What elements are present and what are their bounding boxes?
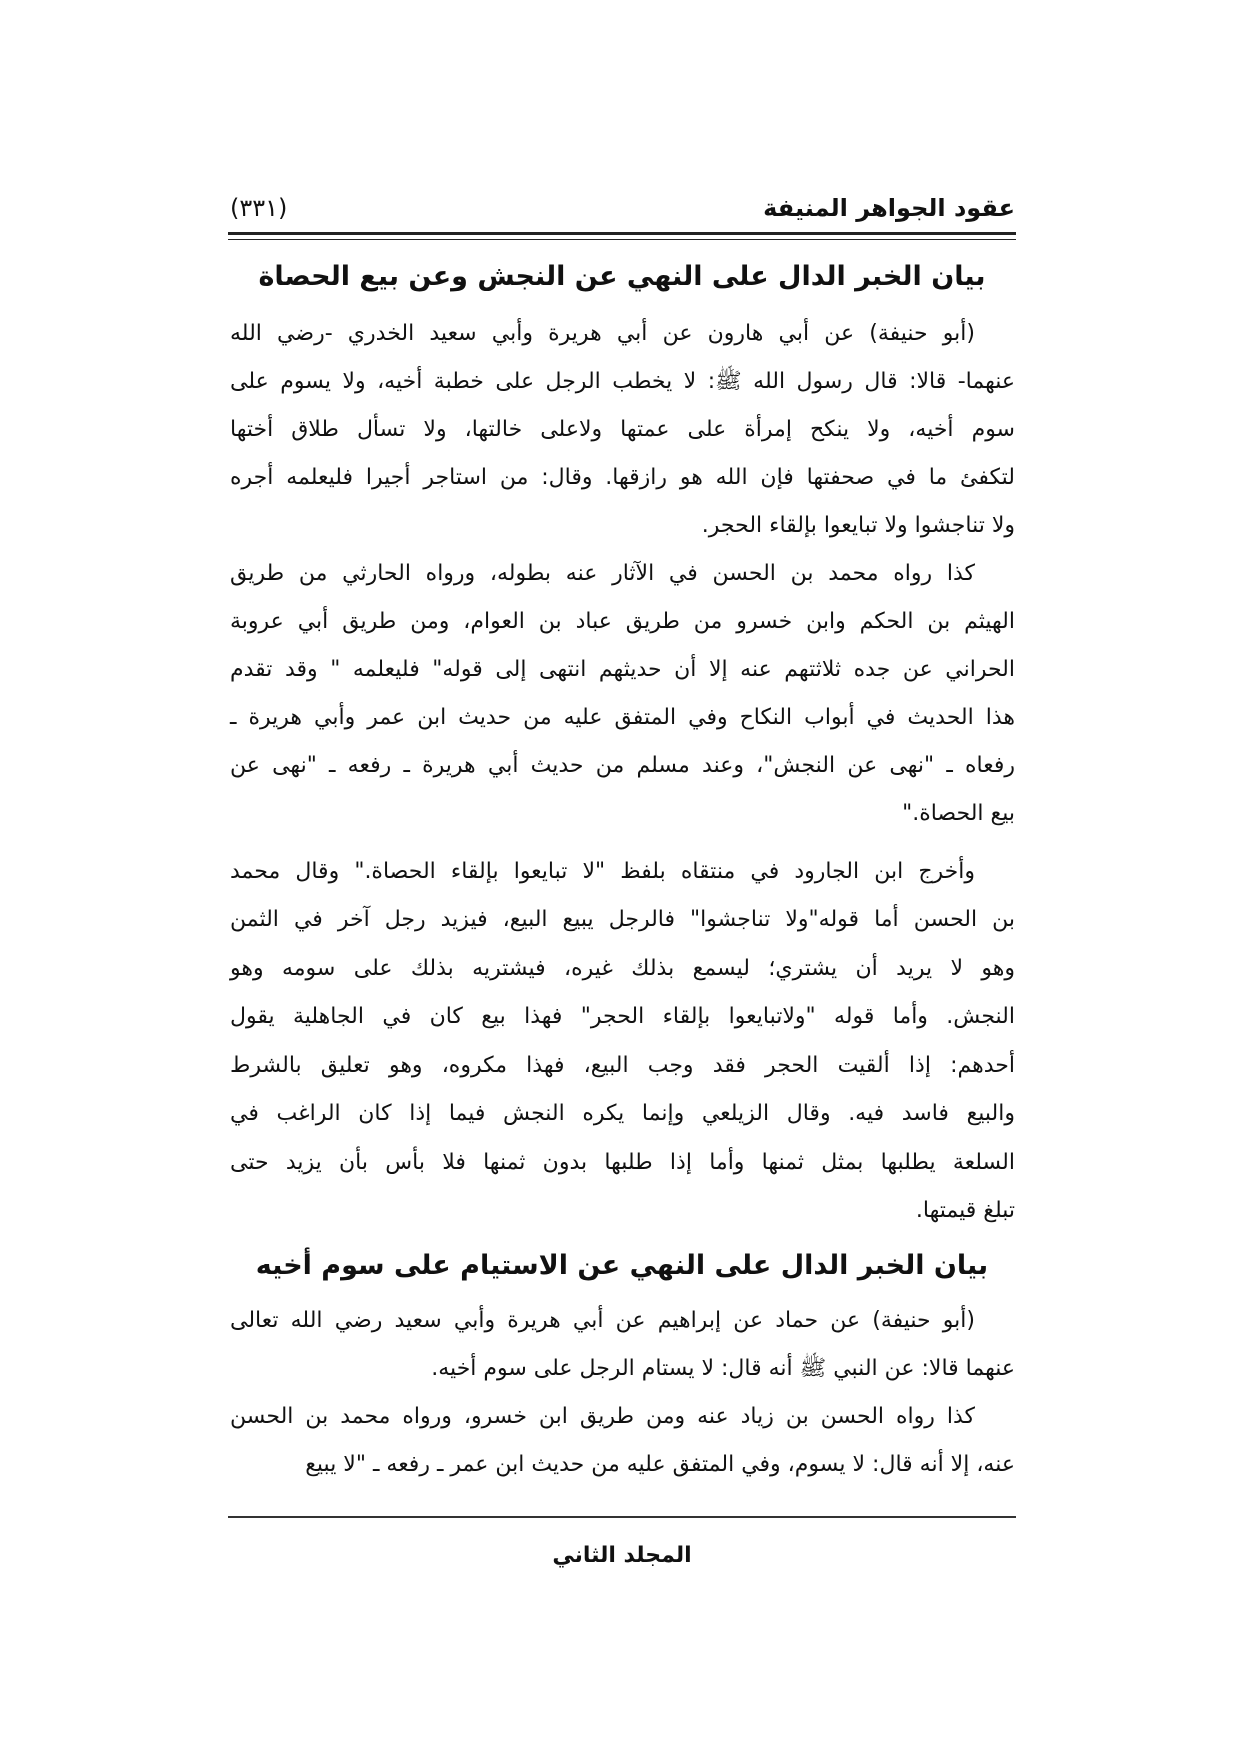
section-title: بيان الخبر الدال على النهي عن الاستيام على سوم أخيه [255,1250,989,1281]
paragraph-line: كذا رواه محمد بن الحسن في الآثار عنه بطوله، ورواه الحارثي من طريق [230,561,975,586]
paragraph-line: وهو لا يريد أن يشتري؛ ليسمع بذلك غيره، فيشتريه بذلك على سومه وهو [230,956,1015,981]
paragraph-line: (أبو حنيفة) عن أبي هارون عن أبي هريرة وأبي سعيد الخدري -رضي الله [230,321,975,346]
paragraph-line: بيع الحصاة." [902,801,1015,826]
paragraph-line: رفعاه ـ "نهى عن النجش"، وعند مسلم من حديث أبي هريرة ـ رفعه ـ "نهى عن [230,753,1015,778]
paragraph-line: أحدهم: إذا ألقيت الحجر فقد وجب البيع، فهذا مكروه، وهو تعليق بالشرط [230,1053,1015,1078]
paragraph-line: بن الحسن أما قوله"ولا تناجشوا" فالرجل يبيع البيع، فيزيد رجل آخر في الثمن [230,907,1015,932]
paragraph-line: كذا رواه الحسن بن زياد عنه ومن طريق ابن خسرو، ورواه محمد بن الحسن [230,1404,975,1429]
header-rule-thin [228,239,1016,240]
paragraph-line: (أبو حنيفة) عن حماد عن إبراهيم عن أبي هريرة وأبي سعيد رضي الله تعالى [230,1308,975,1333]
page-number: (٣٣١) [230,194,288,222]
paragraph-line: وأخرج ابن الجارود في منتقاه بلفظ "لا تبايعوا بإلقاء الحصاة." وقال محمد [230,859,975,884]
running-header-book-title: عقود الجواهر المنيفة [763,194,1015,222]
paragraph-line: والبيع فاسد فيه. وقال الزيلعي وإنما يكره النجش فيما إذا كان الراغب في [230,1101,1015,1126]
paragraph-line: سوم أخيه، ولا ينكح إمرأة على عمتها ولاعلى خالتها، ولا تسأل طلاق أختها [230,417,1015,442]
paragraph-line: ولا تناجشوا ولا تبايعوا بإلقاء الحجر. [701,513,1015,538]
paragraph-line: السلعة يطلبها بمثل ثمنها وأما إذا طلبها بدون ثمنها فلا بأس بأن يزيد حتى [230,1150,1015,1175]
paragraph-line: الهيثم بن الحكم وابن خسرو من طريق عباد بن العوام، ومن طريق أبي عروبة [230,609,1015,634]
footer-volume: المجلد الثاني [552,1543,692,1568]
paragraph-line: لتكفئ ما في صحفتها فإن الله هو رازقها. وقال: من استاجر أجيرا فليعلمه أجره [230,465,1015,490]
paragraph-line: عنهما قالا: عن النبي ﷺ أنه قال: لا يستام الرجل على سوم أخيه. [431,1356,1015,1381]
footer-rule [228,1516,1016,1518]
paragraph-line: هذا الحديث في أبواب النكاح وفي المتفق عليه من حديث ابن عمر وأبي هريرة ـ [230,705,1015,730]
header-rule-thick [228,232,1016,235]
section-title: بيان الخبر الدال على النهي عن النجش وعن بيع الحصاة [258,261,986,292]
paragraph-line: النجش. وأما قوله "ولاتبايعوا بإلقاء الحجر" فهذا بيع كان في الجاهلية يقول [230,1004,1015,1029]
paragraph-line: عنهما- قالا: قال رسول الله ﷺ: لا يخطب الرجل على خطبة أخيه، ولا يسوم على [230,369,1015,394]
paragraph-line: عنه، إلا أنه قال: لا يسوم، وفي المتفق عليه من حديث ابن عمر ـ رفعه ـ "لا يبيع [305,1452,1015,1477]
paragraph-line: الحراني عن جده ثلاثتهم عنه إلا أن حديثهم انتهى إلى قوله" فليعلمه " وقد تقدم [230,657,1015,682]
paragraph-line: تبلغ قيمتها. [915,1198,1015,1223]
